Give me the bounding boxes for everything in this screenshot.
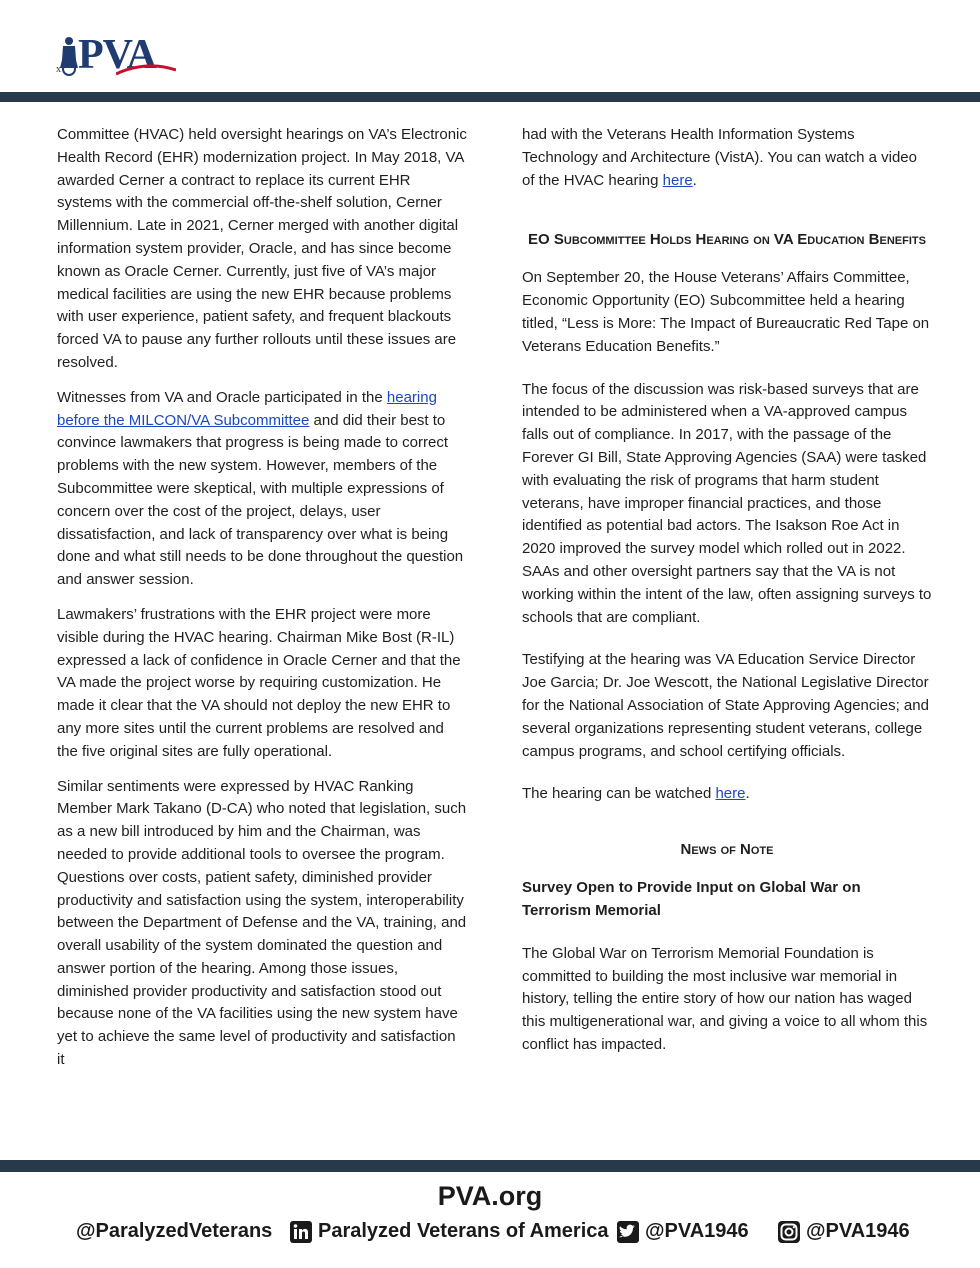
eo-section-title: EO Subcommittee Holds Hearing on VA Education Benefits bbox=[528, 231, 926, 249]
right-column bbox=[522, 124, 932, 1077]
hvac-hearing-link[interactable]: here bbox=[662, 171, 693, 189]
paragraph-continuation-after: . bbox=[692, 171, 697, 189]
logo-text: PVA bbox=[78, 32, 156, 78]
linkedin-icon bbox=[290, 1221, 312, 1243]
left-column bbox=[57, 124, 467, 1084]
social-handle-paralyzedveterans[interactable] bbox=[76, 1220, 272, 1243]
milcon-hearing-link[interactable]: hearing before the MILCON/VA Subcommittee bbox=[57, 388, 437, 429]
paragraph-sentiments: Similar sentiments were expressed by HVAC Ranking Member Mark Takano (D-CA) who noted that legislation, such as a new bill introduced by him and the Chairman, was needed to provide additional tools to oversee the program. Questions over costs, patient safety, diminished provider productivity and satisfaction using the system, interoperability between the Department of Defense and the VA, training, and overall usability of the system dominated the question and answer portion of the hearing. Among those issues, diminished provider productivity and satisfaction stood out because none of the VA facilities using the new system have yet to achieve the same level of productivity and satisfaction it bbox=[57, 777, 467, 1069]
eo-paragraph-focus: The focus of the discussion was risk-based surveys that are intended to be administered when a VA-approved campus falls out of compliance. In 2017, with the passage of the Forever GI Bill, State Approving Agencies (SAA) were tasked with evaluating the risk of programs that harm student veterans, have improper financial practices, and those identified as potential bad actors. The Isakson Roe Act in 2020 improved the survey model which rolled out in 2022. SAAs and other oversight partners say that the VA is not working within the intent of the law, often assigning surveys to schools that are compliant. bbox=[522, 380, 932, 626]
news-paragraph: The Global War on Terrorism Memorial Foundation is committed to building the most inclusive war memorial in history, telling the entire story of how our nation has waged this multigenerational war, and giving a voice to all whom this conflict has impacted. bbox=[522, 944, 928, 1053]
paragraph-continuation bbox=[522, 124, 932, 192]
logo-swoosh-icon bbox=[116, 64, 176, 78]
paragraph-ehr-intro: Committee (HVAC) held oversight hearings on VA’s Electronic Health Record (EHR) modernization project. In May 2018, VA awarded Cerner a contract to replace its current EHR systems with the commercial off-the-shelf solution, Cerner Millennium. Late in 2021, Cerner merged with another digital information system provider, Oracle, and has since become known as Oracle Cerner. Currently, just five of VA’s major medical facilities are using the new EHR because problems with user experience, patient safety, and frequent blackouts forced VA to pause any further rollouts until these issues are resolved. bbox=[57, 126, 467, 371]
paragraph-witnesses bbox=[57, 387, 467, 592]
social-label: @PVA1946 bbox=[645, 1220, 749, 1242]
social-twitter[interactable] bbox=[617, 1220, 749, 1243]
paragraph-witnesses-after: and did their best to convince lawmakers that progress is being made to correct problems with the new system. However, members of the Subcommittee were skeptical, with multiple expressions of concern over the cost of the project, delays, user dissatisfaction, and lack of transparency over what is being done and what still needs to be done throughout the question and answer session. bbox=[57, 411, 464, 589]
footer-website[interactable]: PVA.org bbox=[437, 1181, 543, 1211]
paragraph-watch-after: . bbox=[745, 785, 750, 803]
social-label: Paralyzed Veterans of America bbox=[318, 1220, 609, 1242]
news-section-title: News of Note bbox=[680, 841, 774, 859]
paragraph-watch bbox=[522, 783, 932, 806]
eo-paragraph-hearing: On September 20, the House Veterans’ Affairs Committee, Economic Opportunity (EO) Subcommittee held a hearing titled, “Less is More: The Impact of Bureaucratic Red Tape on Veterans Education Benefits.” bbox=[522, 269, 930, 355]
eo-paragraph-testifying: Testifying at the hearing was VA Education Service Director Joe Garcia; Dr. Joe Wescott, the National Legislative Director for the National Association of State Approving Agencies; and several organizations representing student veterans, college campus programs, and school certifying officials. bbox=[522, 651, 929, 760]
news-subhead: Survey Open to Provide Input on Global War on Terrorism Memorial bbox=[522, 879, 861, 919]
social-label: @PVA1946 bbox=[806, 1220, 910, 1242]
pva-logo bbox=[56, 32, 176, 78]
footer-social-links bbox=[0, 1216, 980, 1248]
instagram-icon bbox=[778, 1221, 800, 1243]
twitter-icon bbox=[617, 1221, 639, 1243]
paragraph-watch-before: The hearing can be watched bbox=[522, 785, 716, 803]
social-linkedin[interactable] bbox=[290, 1220, 609, 1243]
logo-small-letter: x bbox=[56, 64, 61, 75]
social-instagram[interactable] bbox=[778, 1220, 910, 1243]
paragraph-witnesses-before: Witnesses from VA and Oracle participated in the bbox=[57, 388, 387, 406]
eo-hearing-link[interactable]: here bbox=[715, 785, 746, 803]
header-divider-bar bbox=[0, 92, 980, 102]
paragraph-lawmakers: Lawmakers’ frustrations with the EHR project were more visible during the HVAC hearing. Chairman Mike Bost (R-IL) expressed a lack of confidence in Oracle Cerner and that the VA made the project worse by requiring customization. He made it clear that the VA should not deploy the new EHR to any more sites until the current problems are resolved and the five original sites are fully operational. bbox=[57, 605, 461, 760]
social-label: @ParalyzedVeterans bbox=[76, 1220, 273, 1242]
paragraph-continuation-before: had with the Veterans Health Information Systems Technology and Architecture (VistA). You can watch a video of the HVAC hearing bbox=[522, 126, 917, 189]
footer-divider-bar bbox=[0, 1160, 980, 1172]
